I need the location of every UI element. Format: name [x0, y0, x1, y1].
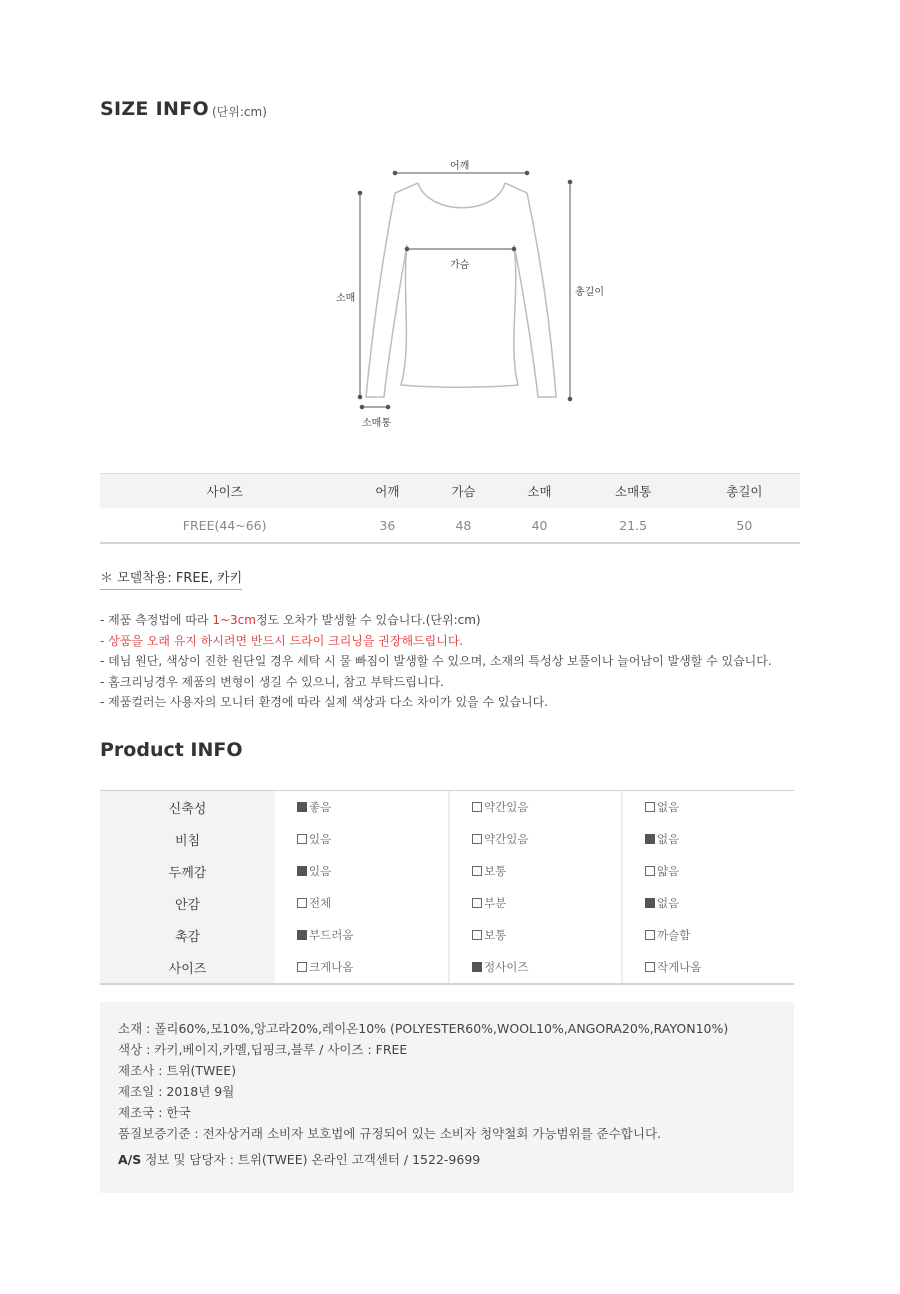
- option-label: 부드러움: [309, 928, 354, 942]
- attribute-option: [275, 791, 448, 823]
- diagram-label-total-length: 총길이: [575, 287, 604, 298]
- note-highlight: 1~3cm: [212, 613, 256, 627]
- option-label: 부분: [484, 896, 507, 910]
- size-cell: FREE(44~66): [182, 517, 267, 533]
- unchecked-box-icon: [472, 898, 482, 908]
- size-table: [100, 473, 800, 544]
- option-label: 정사이즈: [484, 960, 529, 974]
- table-row: [100, 951, 794, 983]
- table-row: [100, 919, 794, 951]
- attribute-option: [275, 823, 448, 855]
- attribute-option: [621, 791, 794, 823]
- table-row: [100, 823, 794, 855]
- care-notes: [100, 610, 772, 713]
- option-label: 보통: [484, 864, 507, 878]
- attribute-name: 두께감: [100, 855, 275, 887]
- attribute-option: [275, 951, 448, 983]
- option-label: 작게나옴: [657, 960, 702, 974]
- checked-box-icon: [297, 866, 307, 876]
- checked-box-icon: [472, 962, 482, 972]
- attribute-option: [621, 823, 794, 855]
- attribute-option: [448, 951, 621, 983]
- attribute-name: 비침: [100, 823, 275, 855]
- unchecked-box-icon: [297, 834, 307, 844]
- size-header-cell: 어깨: [349, 474, 425, 509]
- country-line: 제조국 : 한국: [118, 1105, 191, 1120]
- material-line: 소재 : 폴리60%,모10%,앙고라20%,레이온10% (POLYESTER60%,WOOL10%,ANGORA20%,RAYON10%): [118, 1021, 729, 1036]
- attribute-option: [275, 919, 448, 951]
- attribute-option: [621, 887, 794, 919]
- unchecked-box-icon: [472, 930, 482, 940]
- table-row: [100, 791, 794, 823]
- option-label: 좋음: [309, 800, 332, 814]
- checked-box-icon: [645, 898, 655, 908]
- diagram-label-shoulder: 어깨: [450, 161, 470, 172]
- option-label: 약간있음: [484, 800, 529, 814]
- attribute-option: [448, 919, 621, 951]
- size-header-cell: 소매통: [578, 474, 689, 509]
- attribute-option: [448, 887, 621, 919]
- attribute-option: [448, 823, 621, 855]
- garment-size-diagram: [300, 145, 620, 435]
- checked-box-icon: [297, 930, 307, 940]
- option-label: 까슬함: [657, 928, 691, 942]
- note-denim: - 데님 원단, 색상이 진한 원단일 경우 세탁 시 물 빠짐이 발생할 수 있으며, 소재의 특성상 보풀이나 늘어남이 발생할 수 있습니다.: [100, 654, 772, 668]
- attribute-name: 촉감: [100, 919, 275, 951]
- product-info-table: [100, 790, 794, 983]
- option-label: 전체: [309, 896, 332, 910]
- date-line: 제조일 : 2018년 9월: [118, 1084, 235, 1099]
- option-label: 약간있음: [484, 832, 529, 846]
- unchecked-box-icon: [645, 866, 655, 876]
- as-label: A/S: [118, 1152, 142, 1167]
- option-label: 크게나옴: [309, 960, 354, 974]
- attribute-option: [621, 951, 794, 983]
- checked-box-icon: [645, 834, 655, 844]
- unchecked-box-icon: [472, 866, 482, 876]
- size-header-cell: 소매: [501, 474, 577, 509]
- size-table-header-row: [100, 474, 800, 509]
- note-dry-clean: - 상품을 오래 유지 하시려면 반드시 드라이 크리닝을 권장해드립니다.: [100, 633, 464, 648]
- attribute-option: [448, 855, 621, 887]
- size-info-title: SIZE INFO: [100, 98, 209, 120]
- unchecked-box-icon: [645, 802, 655, 812]
- unchecked-box-icon: [297, 962, 307, 972]
- attribute-name: 사이즈: [100, 951, 275, 983]
- note-text: 정도 오차가 발생할 수 있습니다.(단위:cm): [255, 613, 481, 627]
- as-line: [118, 1149, 794, 1170]
- unchecked-box-icon: [645, 962, 655, 972]
- attribute-option: [275, 887, 448, 919]
- diagram-label-sleeve: 소매: [336, 293, 356, 304]
- attribute-option: [275, 855, 448, 887]
- size-cell: 48: [455, 517, 472, 533]
- unchecked-box-icon: [472, 834, 482, 844]
- product-info-title: Product INFO: [100, 739, 243, 761]
- unchecked-box-icon: [297, 898, 307, 908]
- color-size-line: 색상 : 카키,베이지,카멜,딥핑크,블루 / 사이즈 : FREE: [118, 1042, 408, 1057]
- attribute-name: 안감: [100, 887, 275, 919]
- size-cell: 50: [736, 517, 753, 533]
- option-label: 있음: [309, 832, 332, 846]
- attribute-option: [621, 855, 794, 887]
- option-label: 없음: [657, 896, 680, 910]
- table-bottom-rule: [100, 983, 794, 985]
- note-text: - 제품 측정법에 따라: [100, 613, 213, 627]
- option-label: 있음: [309, 864, 332, 878]
- table-row: [100, 855, 794, 887]
- attribute-name: 신축성: [100, 791, 275, 823]
- option-label: 보통: [484, 928, 507, 942]
- size-header-cell: 가슴: [425, 474, 501, 509]
- maker-line: 제조사 : 트위(TWEE): [118, 1063, 237, 1078]
- checked-box-icon: [297, 802, 307, 812]
- option-label: 얇음: [657, 864, 680, 878]
- option-label: 없음: [657, 800, 680, 814]
- diagram-label-sleeve-width: 소매통: [362, 418, 391, 429]
- size-cell: 40: [531, 517, 548, 533]
- note-measurement: [100, 610, 772, 631]
- size-cell: 21.5: [619, 517, 648, 533]
- table-row: [100, 508, 800, 543]
- size-header-cell: 사이즈: [100, 474, 349, 509]
- attribute-option: [448, 791, 621, 823]
- unchecked-box-icon: [472, 802, 482, 812]
- model-size-note: ＊ 모델착용: FREE, 카키: [100, 567, 242, 590]
- product-details-box: [100, 1002, 794, 1193]
- size-header-cell: 총길이: [689, 474, 800, 509]
- attribute-option: [621, 919, 794, 951]
- note-color: - 제품컬러는 사용자의 모니터 환경에 따라 실제 색상과 다소 차이가 있을 수 있습니다.: [100, 695, 549, 709]
- diagram-label-chest: 가슴: [450, 260, 470, 271]
- note-home-cleaning: - 홈크리닝경우 제품의 변형이 생길 수 있으니, 참고 부탁드립니다.: [100, 674, 444, 689]
- option-label: 없음: [657, 832, 680, 846]
- table-row: [100, 887, 794, 919]
- warranty-line: 품질보증기준 : 전자상거래 소비자 보호법에 규정되어 있는 소비자 청약철회 가능범위를 준수합니다.: [118, 1126, 661, 1141]
- size-unit: (단위:cm): [212, 105, 267, 119]
- unchecked-box-icon: [645, 930, 655, 940]
- size-cell: 36: [379, 517, 396, 533]
- as-text: 정보 및 담당자 : 트위(TWEE) 온라인 고객센터 / 1522-9699: [141, 1152, 481, 1167]
